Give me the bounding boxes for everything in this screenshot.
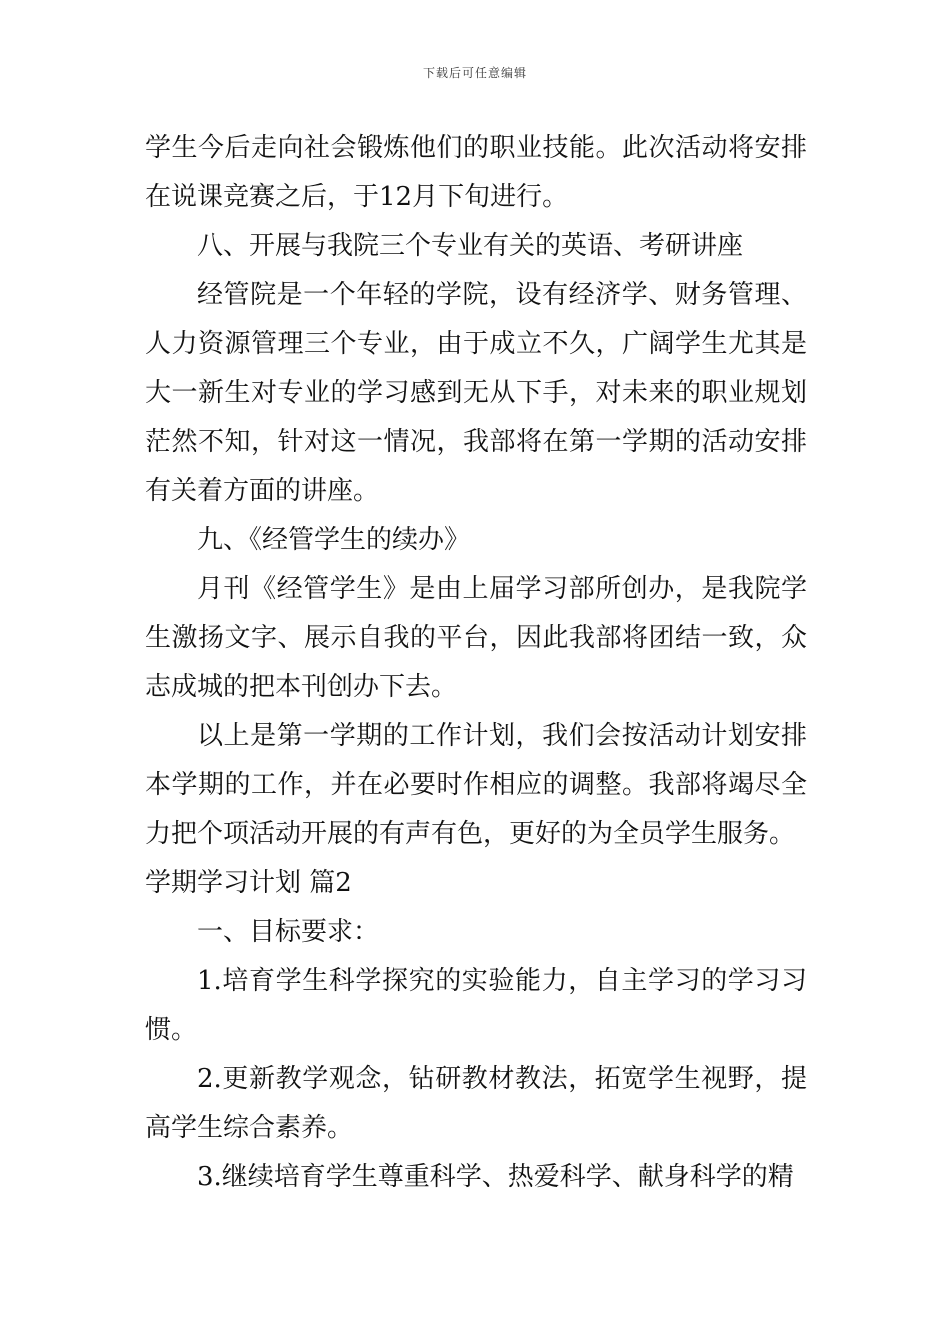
- article-title: 学期学习计划 篇2: [145, 868, 352, 898]
- section-heading-9: 九、《经管学生的续办》: [197, 525, 471, 555]
- document-body: [145, 124, 807, 1202]
- paragraph-6: 以上是第一学期的工作计划，我们会按活动计划安排本学期的工作，并在必要时作相应的调整。我部将竭尽全力把个项活动开展的有声有色，更好的为全员学生服务。: [145, 721, 807, 849]
- section-heading-goals: 一、目标要求：: [197, 917, 380, 947]
- paragraph-5: 月刊《经管学生》是由上届学习部所创办，是我院学生激扬文字、展示自我的平台，因此我部将团结一致，众志成城的把本刊创办下去。: [145, 574, 807, 702]
- header-note: 下载后可任意编辑: [422, 66, 527, 80]
- section-heading-8: 八、开展与我院三个专业有关的英语、考研讲座: [197, 231, 744, 261]
- list-item-1: 1.培育学生科学探究的实验能力，自主学习的学习习惯。: [145, 966, 807, 1045]
- list-item-2: 2.更新教学观念，钻研教材教法，拓宽学生视野，提高学生综合素养。: [145, 1064, 807, 1143]
- list-item-3: 3.继续培育学生尊重科学、热爱科学、献身科学的精: [197, 1162, 794, 1192]
- paragraph-1: 学生今后走向社会锻炼他们的职业技能。此次活动将安排在说课竞赛之后，于12月下旬进行。: [145, 133, 807, 212]
- paragraph-3: 经管院是一个年轻的学院，设有经济学、财务管理、人力资源管理三个专业，由于成立不久，广阔学生尤其是大一新生对专业的学习感到无从下手，对未来的职业规划茫然不知，针对这一情况，我部将在第一学期的活动安排有关着方面的讲座。: [145, 280, 807, 506]
